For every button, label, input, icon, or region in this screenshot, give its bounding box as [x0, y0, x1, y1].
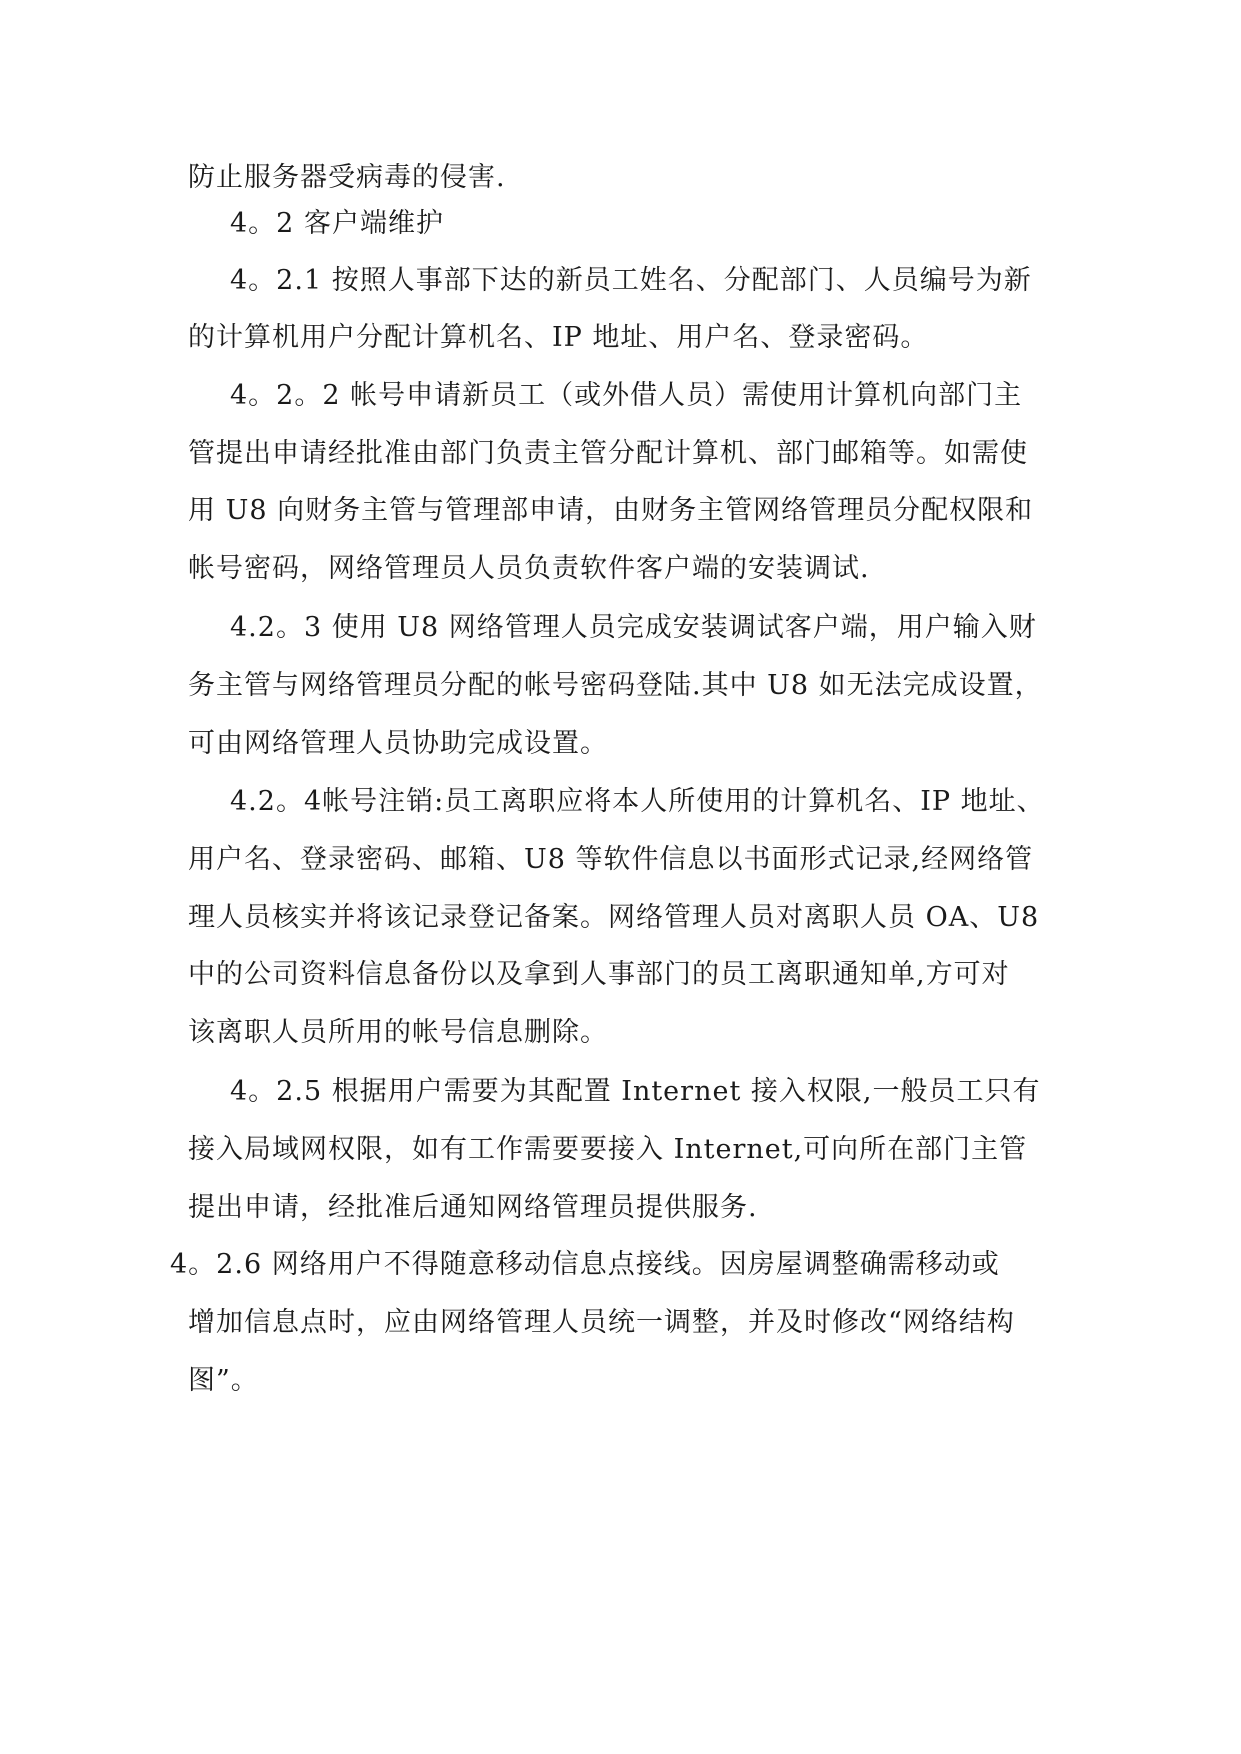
text-line-18: 接入局域网权限，如有工作需要要接入 Internet,可向所在部门主管 — [188, 1134, 1028, 1165]
text-line-4: 的计算机用户分配计算机名、IP 地址、用户名、登录密码。 — [188, 322, 929, 353]
section-heading-4-2: 4。2 客户端维护 — [230, 208, 444, 239]
text-line-21: 增加信息点时，应由网络管理人员统一调整，并及时修改“网络结构 — [188, 1307, 1015, 1338]
text-line-6: 管提出申请经批准由部门负责主管分配计算机、部门邮箱等。如需使 — [188, 438, 1028, 469]
text-line-12: 4.2。4帐号注销:员工离职应将本人所使用的计算机名、IP 地址、 — [230, 786, 1045, 817]
text-line-15: 中的公司资料信息备份以及拿到人事部门的员工离职通知单,方可对 — [188, 959, 1010, 990]
text-line-17: 4。2.5 根据用户需要为其配置 Internet 接入权限,一般员工只有 — [230, 1076, 1041, 1107]
text-line-20: 4。2.6 网络用户不得随意移动信息点接线。因房屋调整确需移动或 — [170, 1249, 1000, 1280]
text-line-10: 务主管与网络管理员分配的帐号密码登陆.其中 U8 如无法完成设置， — [188, 670, 1043, 701]
text-line-5: 4。2。2 帐号申请新员工（或外借人员）需使用计算机向部门主 — [230, 380, 1023, 411]
text-line-13: 用户名、登录密码、邮箱、U8 等软件信息以书面形式记录,经网络管 — [188, 844, 1034, 875]
text-line-14: 理人员核实并将该记录登记备案。网络管理人员对离职人员 OA、U8 — [188, 902, 1040, 933]
text-line-7: 用 U8 向财务主管与管理部申请，由财务主管网络管理员分配权限和 — [188, 495, 1034, 526]
text-line-16: 该离职人员所用的帐号信息删除。 — [188, 1017, 608, 1048]
text-line-9: 4.2。3 使用 U8 网络管理人员完成安装调试客户端，用户输入财 — [230, 612, 1037, 643]
text-line-1: 防止服务器受病毒的侵害. — [188, 162, 506, 193]
text-line-3: 4。2.1 按照人事部下达的新员工姓名、分配部门、人员编号为新 — [230, 265, 1032, 296]
text-line-22: 图”。 — [188, 1365, 259, 1396]
text-line-19: 提出申请，经批准后通知网络管理员提供服务. — [188, 1192, 758, 1223]
text-line-11: 可由网络管理人员协助完成设置。 — [188, 728, 608, 759]
text-line-8: 帐号密码，网络管理员人员负责软件客户端的安装调试. — [188, 553, 870, 584]
